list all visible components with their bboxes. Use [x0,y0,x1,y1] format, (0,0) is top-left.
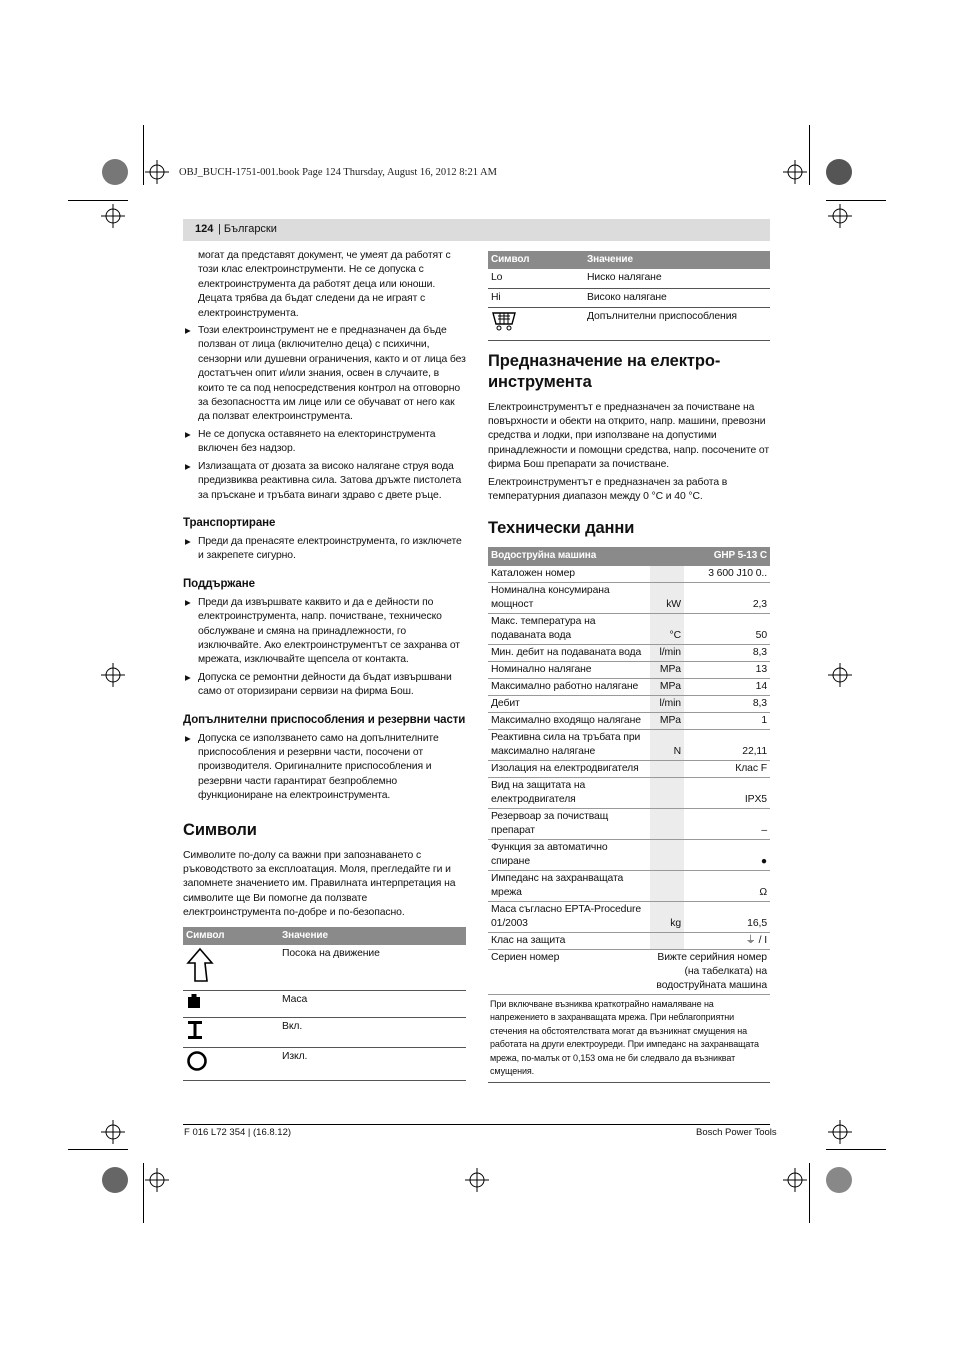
bullet-item: ▶ Преди да пренасяте електроинструмента, го изключете и закрепете сигурно. [183,535,466,564]
table-header-symbol: Символ [183,927,279,945]
tech-value: 16,5 [684,901,770,932]
page-number: 124 [195,223,214,235]
table-row [183,945,466,991]
tech-value: 13 [684,661,770,678]
symbol-text: Hi [488,288,584,307]
tech-value: IPX5 [684,777,770,808]
symbol-meaning: Изкл. [279,1048,466,1080]
move-arrow-icon [186,947,214,983]
right-column [488,251,770,1083]
section-heading-tech-data: Технически данни [488,519,635,538]
paragraph: Електроинструментът е предназначен за работа в температурния диапазон между 0 °C и 40 °C. [488,476,728,503]
tech-name: Максимално работно налягане [488,678,650,695]
section-heading-maintenance: Поддържане [183,577,255,590]
tech-name: Резервоар за почистващ препарат [488,808,650,839]
page-header [183,219,770,241]
table-row [488,678,770,695]
tech-name: Макс. температура на подаваната вода [488,613,650,644]
bullet-item: ▶ Допуска се използването само на допълнителните приспособления и резервни части, посочени от производителя. Оригиналните приспособления и резервни части гарантират безпроблемно функциониране на електроинструмента. [183,732,466,804]
table-row [488,839,770,870]
symbol-meaning: Маса [279,991,466,1017]
footer-doc-number: F 016 L72 354 | (16.8.12) [184,1127,292,1138]
accessory-cart-icon [491,310,517,332]
table-row [488,870,770,901]
tech-name: Вид на защитата на електродвигателя [488,777,650,808]
table-row [488,566,770,583]
tech-unit: MPa [650,661,684,678]
tech-name: Дебит [488,695,650,712]
tech-value: Клас F [684,760,770,777]
table-row [488,777,770,808]
table-row [488,613,770,644]
tech-value: 22,11 [684,729,770,760]
tech-name: Импеданс на захранващата мрежа [488,870,650,901]
table-row [488,644,770,661]
table-header-meaning: Значение [584,251,770,269]
tech-name: Изолация на електродвигателя [488,760,650,777]
tech-unit: °C [650,613,684,644]
tech-data-table [488,547,770,994]
tech-unit: kW [650,582,684,613]
table-header-machine: Водоструйна машина [488,547,684,565]
table-row [488,760,770,777]
tech-unit: l/min [650,695,684,712]
table-row [488,661,770,678]
tech-value: 8,3 [684,644,770,661]
bullet-item: ▶ Излизащата от дюзата за високо налягане струя вода предизвиква реактивна сила. Затова дръжте пистолета за пръскане и тръбата винаги здраво с двете ръце. [183,460,466,503]
tech-name: Номинално налягане [488,661,650,678]
tech-value: Вижте серийния номер (на табелката) на водоструйната машина [650,949,770,994]
table-header-model: GHP 5-13 C [684,547,770,565]
tech-value: ● [684,839,770,870]
table-row [488,269,770,288]
tech-unit [650,932,684,949]
table-row [488,712,770,729]
tech-name: Максимално входящо налягане [488,712,650,729]
tech-value: 14 [684,678,770,695]
tech-value: 2,3 [684,582,770,613]
symbol-meaning: Посока на движение [279,945,466,991]
section-heading-accessories: Допълнителни приспособления и резервни части [183,713,466,726]
symbol-meaning: Вкл. [279,1017,466,1047]
power-off-icon [186,1050,208,1072]
footer-brand: Bosch Power Tools [696,1127,777,1138]
section-heading-symbols: Символи [183,820,257,839]
paragraph: могат да представят документ, че умеят да работят с този клас електроинструменти. Не се допуска с електроинструмента да работят деца или юноши. Децата трябва да бъдат следени да не играят с електроинструмента. [198,250,451,319]
tech-value: ⏚ / I [684,932,770,949]
bullet-item: ▶ Не се допуска оставянето на електоринструмента включен без надзор. [183,428,466,457]
table-row [488,901,770,932]
section-heading-purpose: Предназначение на електро-инструмента [488,351,721,391]
table-row [183,1017,466,1047]
table-row [488,932,770,949]
symbols-table [183,927,466,1081]
paragraph: Символите по-долу са важни при запознаването с ръководството за експлоатация. Моля, прегледайте ги и запомнете значението им. Правилната интерпретация на символите ще Ви помогне да ползвате електроинструмента по-добре и по-безопасно. [183,849,456,919]
bullet-item: ▶ Допуска се ремонтни дейности да бъдат извършвани само от оторизирани сервизи на фирма Бош. [183,671,466,700]
tech-unit [650,760,684,777]
tech-unit: N [650,729,684,760]
tech-name: Номинална консумирана мощност [488,582,650,613]
table-row [183,991,466,1017]
tech-unit [650,566,684,583]
tech-value: 8,3 [684,695,770,712]
tech-unit [650,808,684,839]
table-row [488,695,770,712]
table-row [488,808,770,839]
symbol-text: Lo [488,269,584,288]
tech-value: – [684,808,770,839]
table-row [183,1048,466,1080]
table-header-meaning: Значение [279,927,466,945]
tech-unit: MPa [650,712,684,729]
tech-unit: l/min [650,644,684,661]
table-row [488,288,770,307]
tech-name: Реактивна сила на тръбата при максимално налягане [488,729,650,760]
symbol-meaning: Високо налягане [584,288,770,307]
footer-rule [183,1124,770,1125]
tech-unit: kg [650,901,684,932]
tech-unit: MPa [650,678,684,695]
tech-unit [650,870,684,901]
tech-name: Клас на защита [488,932,650,949]
bullet-item: ▶ Преди да извършвате каквито и да е дейности по електроинструмента, напр. почистване, техническо обслужване и смяна на принадлежности, го изключвайте. Ако електроинструментът се захранва от мрежата, изключвайте щепсела от контакта. [183,596,466,668]
tech-name: Функция за автоматично спиране [488,839,650,870]
bullet-item: ▶ Този електроинструмент не е предназначен да бъде ползван от лица (включително деца) с психични, сензорни или душевни ограничения, както и от лица без достатъчен опит и/или знания, освен в случаите, в които те са под непосредствения контрол на отговорно за безопасността им лице или се обучават от него как да ползват електроинструмента. [183,324,466,425]
section-heading-transport: Транспортиране [183,516,276,529]
language-label: | Български [218,223,277,235]
tech-value: Ω [684,870,770,901]
tech-unit [650,839,684,870]
table-row [488,729,770,760]
tech-name: Маса съгласно EPTA-Procedure 01/2003 [488,901,650,932]
symbol-meaning: Допълнителни приспособления [584,308,770,340]
book-info-line: OBJ_BUCH-1751-001.book Page 124 Thursday, August 16, 2012 8:21 AM [179,167,497,178]
table-row [488,949,770,994]
table-header-symbol: Символ [488,251,584,269]
weight-icon [186,993,202,1009]
table-row [488,582,770,613]
table-row [488,308,770,340]
paragraph: Електроинструментът е предназначен за почистване на повърхности и обекти на открито, напр. машини, превозни средства и лодки, при използване на допустими принадлежности и помощни средства, напр. посочените от фирма Бош препарати за почистване. [488,401,770,471]
tech-value: 50 [684,613,770,644]
tech-value: 3 600 J10 0.. [684,566,770,583]
tech-name: Мин. дебит на подаваната вода [488,644,650,661]
tech-name: Сериен номер [488,949,650,994]
left-column [183,249,466,1081]
tech-value: 1 [684,712,770,729]
symbol-meaning: Ниско налягане [584,269,770,288]
tech-unit [650,777,684,808]
tech-footnote: При включване възниква краткотрайно намаляване на напрежението в захранващата мрежа. При неблагоприятни стечения на обстоятелствата могат да възникнат смущения на работата на други електроуреди. При импеданс на захранващата мрежа, по-малък от 0,153 ома не би следвало да възникват смущения. [488,995,770,1083]
power-on-icon [186,1020,204,1040]
tech-name: Каталожен номер [488,566,650,583]
symbols-table-continued [488,251,770,341]
